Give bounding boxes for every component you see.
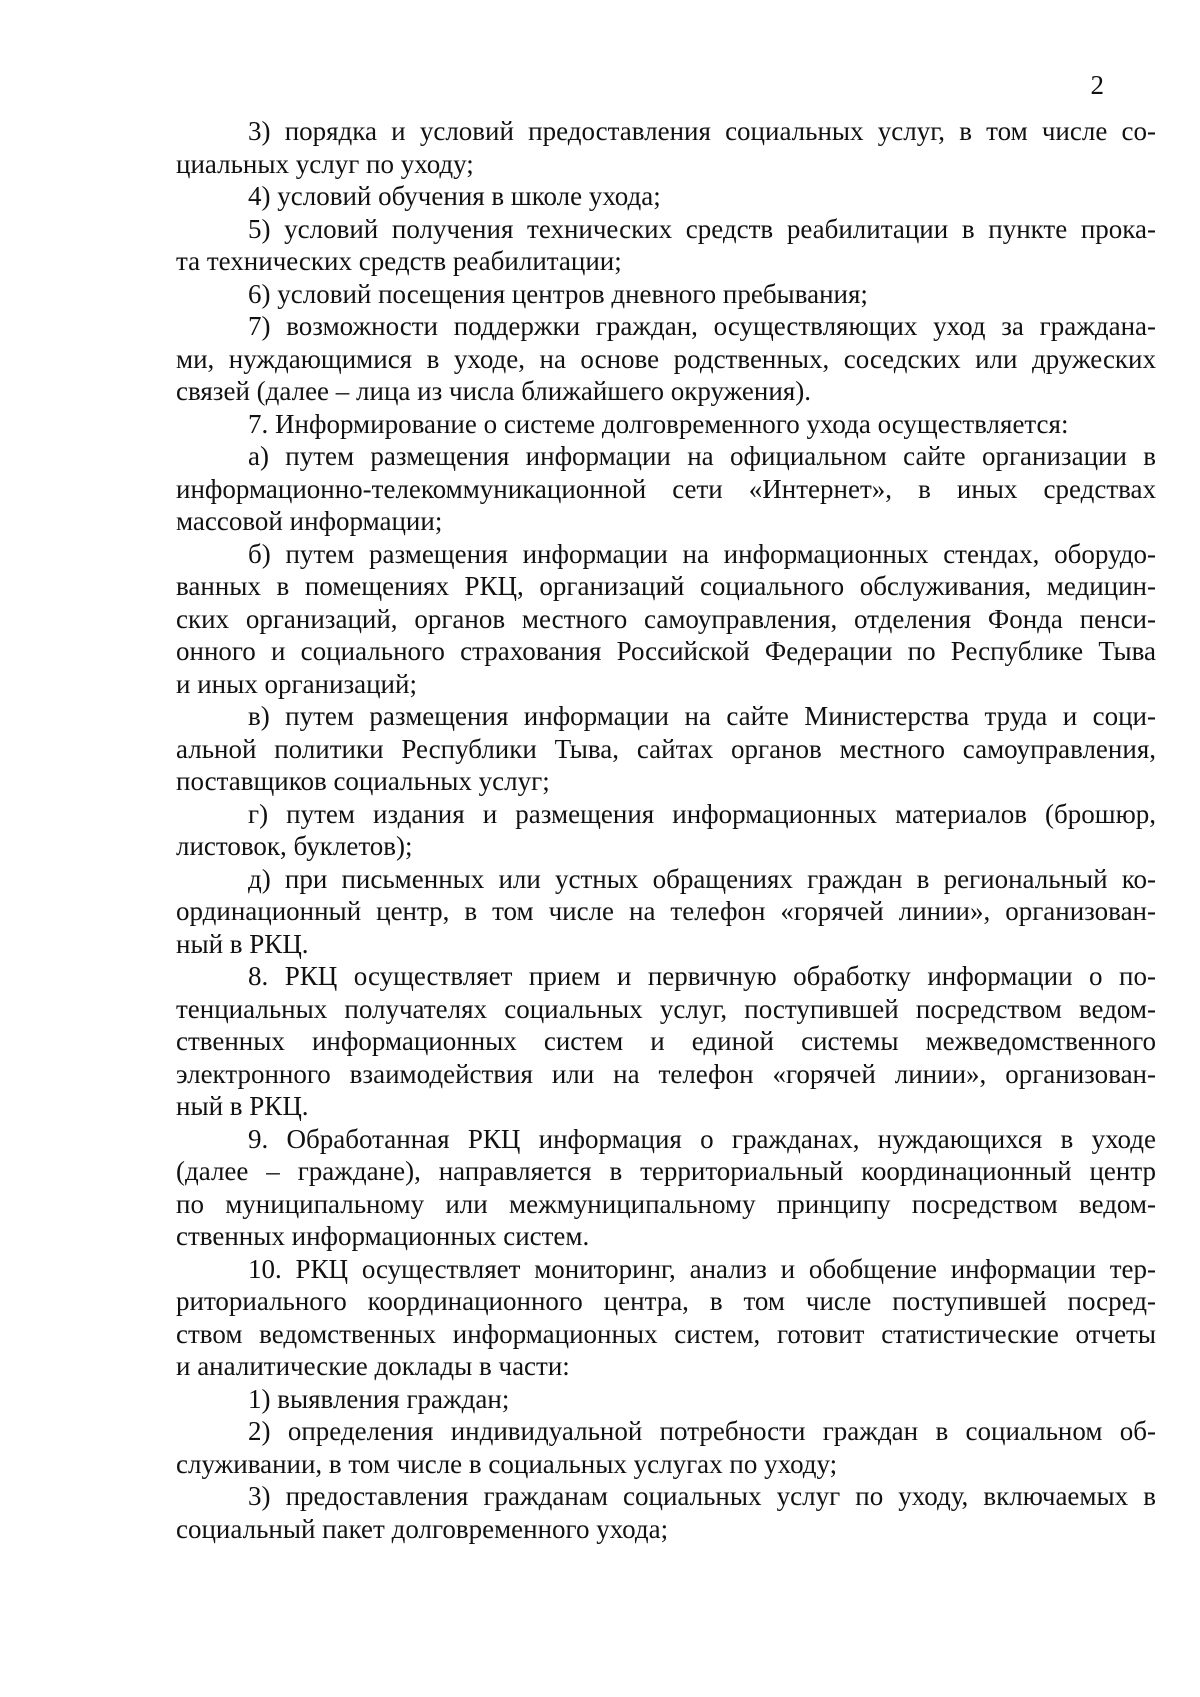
text-line: 1) выявления граждан; [248, 1383, 510, 1414]
text-line: ственных информационных систем. [176, 1221, 590, 1251]
text-line: та технических средств реабилитации; [176, 246, 622, 276]
text-line: 3) предоставления гражданам социальных услуг по уходу, включаемых в [248, 1481, 1156, 1511]
text-line: листовок, буклетов); [176, 831, 413, 861]
text-line: 7. Информирование о системе долговременного ухода осуществляется: [248, 408, 1069, 439]
text-line: альной политики Республики Тыва, сайтах органов местного самоуправления, [176, 733, 1156, 764]
text-line: ми, нуждающимися в уходе, на основе родственных, соседских или дружеских [176, 343, 1156, 374]
text-line: связей (далее – лица из числа ближайшего окружения). [176, 376, 811, 406]
text-line: 7) возможности поддержки граждан, осуществляющих уход за граждана- [248, 311, 1156, 341]
text-line: д) при письменных или устных обращениях граждан в региональный ко- [248, 863, 1156, 894]
text-line: ный в РКЦ. [176, 928, 309, 959]
text-line: 9. Обработанная РКЦ информация о гражданах, нуждающихся в уходе [248, 1123, 1156, 1154]
text-line: по муниципальному или межмуниципальному принципу посредством ведом- [176, 1188, 1156, 1219]
text-line: электронного взаимодействия или на телефон «горячей линии», организован- [176, 1058, 1156, 1089]
text-line: тенциальных получателях социальных услуг, поступившей посредством ведом- [176, 993, 1156, 1024]
text-line: б) путем размещения информации на информационных стендах, оборудо- [248, 538, 1156, 569]
text-line: ских организаций, органов местного самоуправления, отделения Фонда пенси- [176, 603, 1156, 634]
text-line: 3) порядка и условий предоставления социальных услуг, в том числе со- [248, 116, 1156, 146]
text-line: (далее – граждане), направляется в территориальный координационный центр [176, 1156, 1156, 1186]
text-line: ством ведомственных информационных систем, готовит статистические отчеты [176, 1318, 1156, 1349]
text-line: поставщиков социальных услуг; [176, 766, 550, 796]
text-line: риториального координационного центра, в том числе поступившей посред- [176, 1286, 1156, 1316]
text-line: а) путем размещения информации на официальном сайте организации в [248, 441, 1156, 471]
text-line: и иных организаций; [176, 668, 417, 699]
text-line: 5) условий получения технических средств реабилитации в пункте прока- [248, 213, 1156, 244]
text-line: информационно-телекоммуникационной сети «Интернет», в иных средствах [176, 473, 1156, 504]
text-line: 10. РКЦ осуществляет мониторинг, анализ и обобщение информации тер- [248, 1253, 1156, 1284]
text-line: 4) условий обучения в школе ухода; [248, 181, 661, 211]
text-line: 6) условий посещения центров дневного пребывания; [248, 278, 868, 309]
text-line: 2) определения индивидуальной потребности граждан в социальном об- [248, 1416, 1156, 1446]
text-line: массовой информации; [176, 506, 443, 536]
text-line: г) путем издания и размещения информационных материалов (брошюр, [248, 798, 1156, 829]
text-line: социальный пакет долговременного ухода; [176, 1513, 669, 1544]
text-line: 8. РКЦ осуществляет прием и первичную обработку информации о по- [248, 961, 1156, 991]
text-line: и аналитические доклады в части: [176, 1351, 570, 1381]
page-number: 2 [1090, 70, 1104, 100]
document-body [176, 115, 1156, 1545]
text-line: ванных в помещениях РКЦ, организаций социального обслуживания, медицин- [176, 571, 1156, 601]
text-line: циальных услуг по уходу; [176, 148, 474, 179]
text-line: ственных информационных систем и единой системы межведомственного [176, 1026, 1156, 1056]
text-line: онного и социального страхования Российской Федерации по Республике Тыва [176, 636, 1156, 666]
text-line: ординационный центр, в том числе на телефон «горячей линии», организован- [176, 896, 1156, 926]
text-line: служивании, в том числе в социальных услугах по уходу; [176, 1448, 838, 1479]
text-line: в) путем размещения информации на сайте Министерства труда и соци- [248, 701, 1156, 731]
text-line: ный в РКЦ. [176, 1091, 309, 1121]
